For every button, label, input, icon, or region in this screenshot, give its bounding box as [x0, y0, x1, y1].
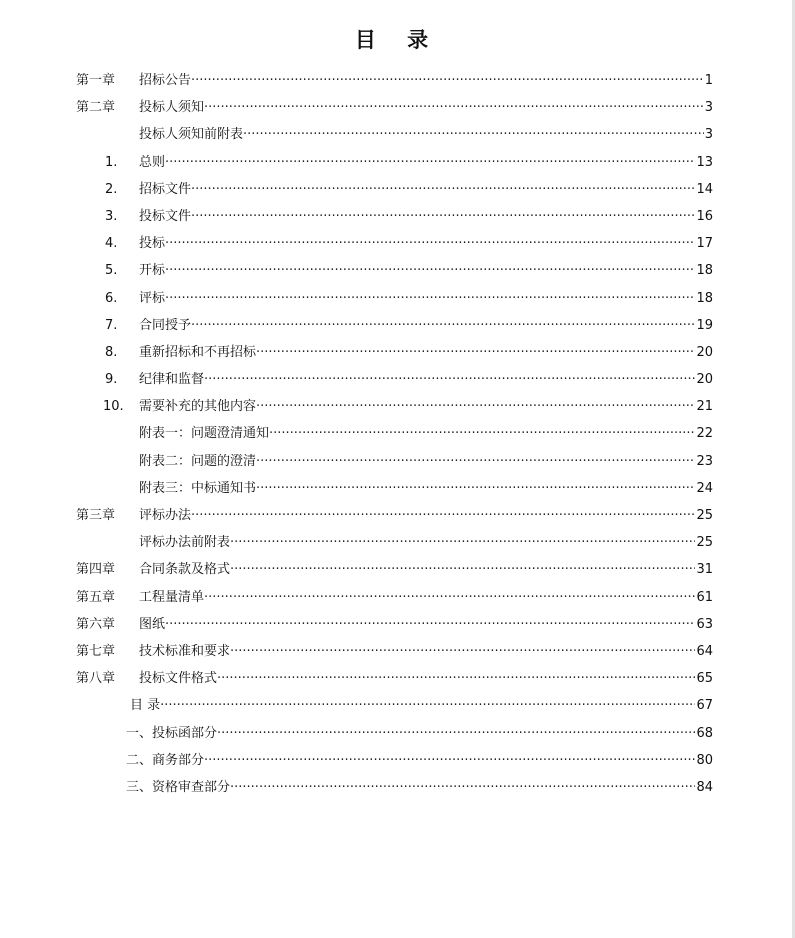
entry-title: 开标 ····· — [139, 257, 712, 284]
toc-entry[interactable] — [0, 502, 795, 529]
chapter-label: 第一章 — [76, 73, 116, 88]
entry-title: 纪律和监督 ····· — [139, 366, 712, 393]
entry-title: 合同授予 ····· — [139, 312, 712, 339]
page-number: 63 — [695, 611, 713, 638]
page-number: 22 — [695, 420, 713, 447]
toc-entry[interactable] — [0, 556, 795, 583]
chapter-label: 第二章 — [76, 100, 116, 116]
toc-entry[interactable] — [0, 774, 795, 801]
entry-title: 目 录 ····· — [130, 692, 712, 719]
section-number: 10. — [103, 399, 124, 415]
page-number: 31 — [695, 556, 713, 583]
toc-entry[interactable] — [0, 611, 795, 638]
page-number: 24 — [695, 475, 713, 502]
toc-entry[interactable] — [0, 230, 795, 257]
entry-title: 评标办法 ····· — [139, 502, 712, 529]
toc-entry[interactable] — [0, 94, 795, 121]
toc-entry[interactable] — [0, 393, 795, 420]
toc-entry[interactable] — [0, 257, 795, 284]
entry-title: 二、商务部分 ····· — [126, 747, 712, 774]
page-number: 21 — [695, 393, 713, 420]
page-number: 3 — [704, 121, 713, 148]
entry-title: 合同条款及格式 ····· — [139, 556, 712, 583]
toc-entry[interactable] — [0, 121, 795, 148]
section-number: 3. — [105, 208, 118, 224]
toc-entry[interactable] — [0, 67, 795, 94]
toc-entry[interactable] — [0, 720, 795, 747]
chapter-label: 第四章 — [76, 562, 116, 578]
entry-title: 评标办法前附表 ····· — [139, 529, 712, 556]
entry-title: 附表一：问题澄清通知 ····· — [139, 420, 712, 447]
toc-entry[interactable] — [0, 149, 795, 176]
chapter-label: 第八章 — [76, 671, 116, 687]
section-number: 7. — [105, 317, 118, 333]
entry-title: 投标人须知 ····· — [139, 94, 712, 121]
section-number: 5. — [105, 263, 118, 279]
toc-entry[interactable] — [0, 203, 795, 230]
entry-title: 一、投标函部分 ····· — [126, 720, 712, 747]
section-number: 8. — [105, 344, 118, 360]
toc-entry[interactable] — [0, 529, 795, 556]
page-title: 目 录 — [354, 27, 441, 52]
entry-title: 总则 ····· — [139, 149, 712, 176]
page-number: 18 — [695, 285, 713, 312]
chapter-label: 第六章 — [76, 616, 116, 632]
page-number: 80 — [695, 747, 713, 774]
table-of-contents — [0, 67, 795, 801]
toc-entry[interactable] — [0, 285, 795, 312]
page-number: 3 — [704, 94, 713, 121]
page-number: 18 — [695, 257, 713, 284]
entry-title: 评标 ····· — [139, 285, 712, 312]
entry-title: 附表三：中标通知书 ····· — [139, 475, 712, 502]
section-number: 6. — [105, 290, 118, 306]
entry-title: 投标文件 ····· — [139, 203, 712, 230]
entry-title: 工程量清单 ····· — [139, 584, 712, 611]
toc-entry[interactable] — [0, 475, 795, 502]
chapter-label: 第五章 — [76, 589, 116, 605]
page-number: 65 — [695, 665, 713, 692]
page-number: 25 — [695, 529, 713, 556]
toc-entry[interactable] — [0, 176, 795, 203]
section-number: 4. — [105, 236, 118, 252]
toc-entry[interactable] — [0, 665, 795, 692]
toc-entry[interactable] — [0, 366, 795, 393]
entry-title: 招标公告 ····· — [139, 67, 712, 94]
page-number: 64 — [695, 638, 713, 665]
entry-title: 三、资格审查部分 ····· — [126, 774, 712, 801]
entry-title: 技术标准和要求 ····· — [139, 638, 712, 665]
toc-entry[interactable] — [0, 339, 795, 366]
entry-title: 招标文件 ····· — [139, 176, 712, 203]
section-number: 9. — [105, 372, 118, 388]
page-number: 14 — [695, 176, 713, 203]
page-number: 84 — [695, 774, 713, 801]
section-number: 2. — [105, 181, 118, 197]
toc-entry[interactable] — [0, 747, 795, 774]
page-number: 1 — [704, 67, 713, 94]
chapter-label: 第三章 — [76, 508, 116, 523]
page-number: 61 — [695, 584, 713, 611]
page-number: 20 — [695, 339, 713, 366]
page-number: 16 — [695, 203, 713, 230]
toc-entry[interactable] — [0, 420, 795, 447]
page-number: 25 — [695, 502, 713, 529]
page-number: 20 — [695, 366, 713, 393]
entry-title: 附表二：问题的澄清 ····· — [139, 448, 712, 475]
page-number: 19 — [695, 312, 713, 339]
page-number: 68 — [695, 720, 713, 747]
page-number: 67 — [695, 692, 713, 719]
page-number: 23 — [695, 448, 713, 475]
toc-entry[interactable] — [0, 312, 795, 339]
section-number: 1. — [105, 154, 118, 170]
toc-entry[interactable] — [0, 638, 795, 665]
entry-title: 图纸 ····· — [139, 611, 712, 638]
entry-title: 投标人须知前附表 ····· — [139, 121, 712, 148]
entry-title: 投标文件格式 ····· — [139, 665, 712, 692]
entry-title: 投标 ····· — [139, 230, 712, 257]
entry-title: 重新招标和不再招标 ····· — [139, 339, 712, 366]
page-number: 17 — [695, 230, 713, 257]
chapter-label: 第七章 — [76, 643, 116, 659]
entry-title: 需要补充的其他内容 ····· — [139, 393, 712, 420]
page-number: 13 — [695, 149, 713, 176]
toc-entry[interactable] — [0, 692, 795, 719]
toc-entry[interactable] — [0, 448, 795, 475]
toc-entry[interactable] — [0, 584, 795, 611]
